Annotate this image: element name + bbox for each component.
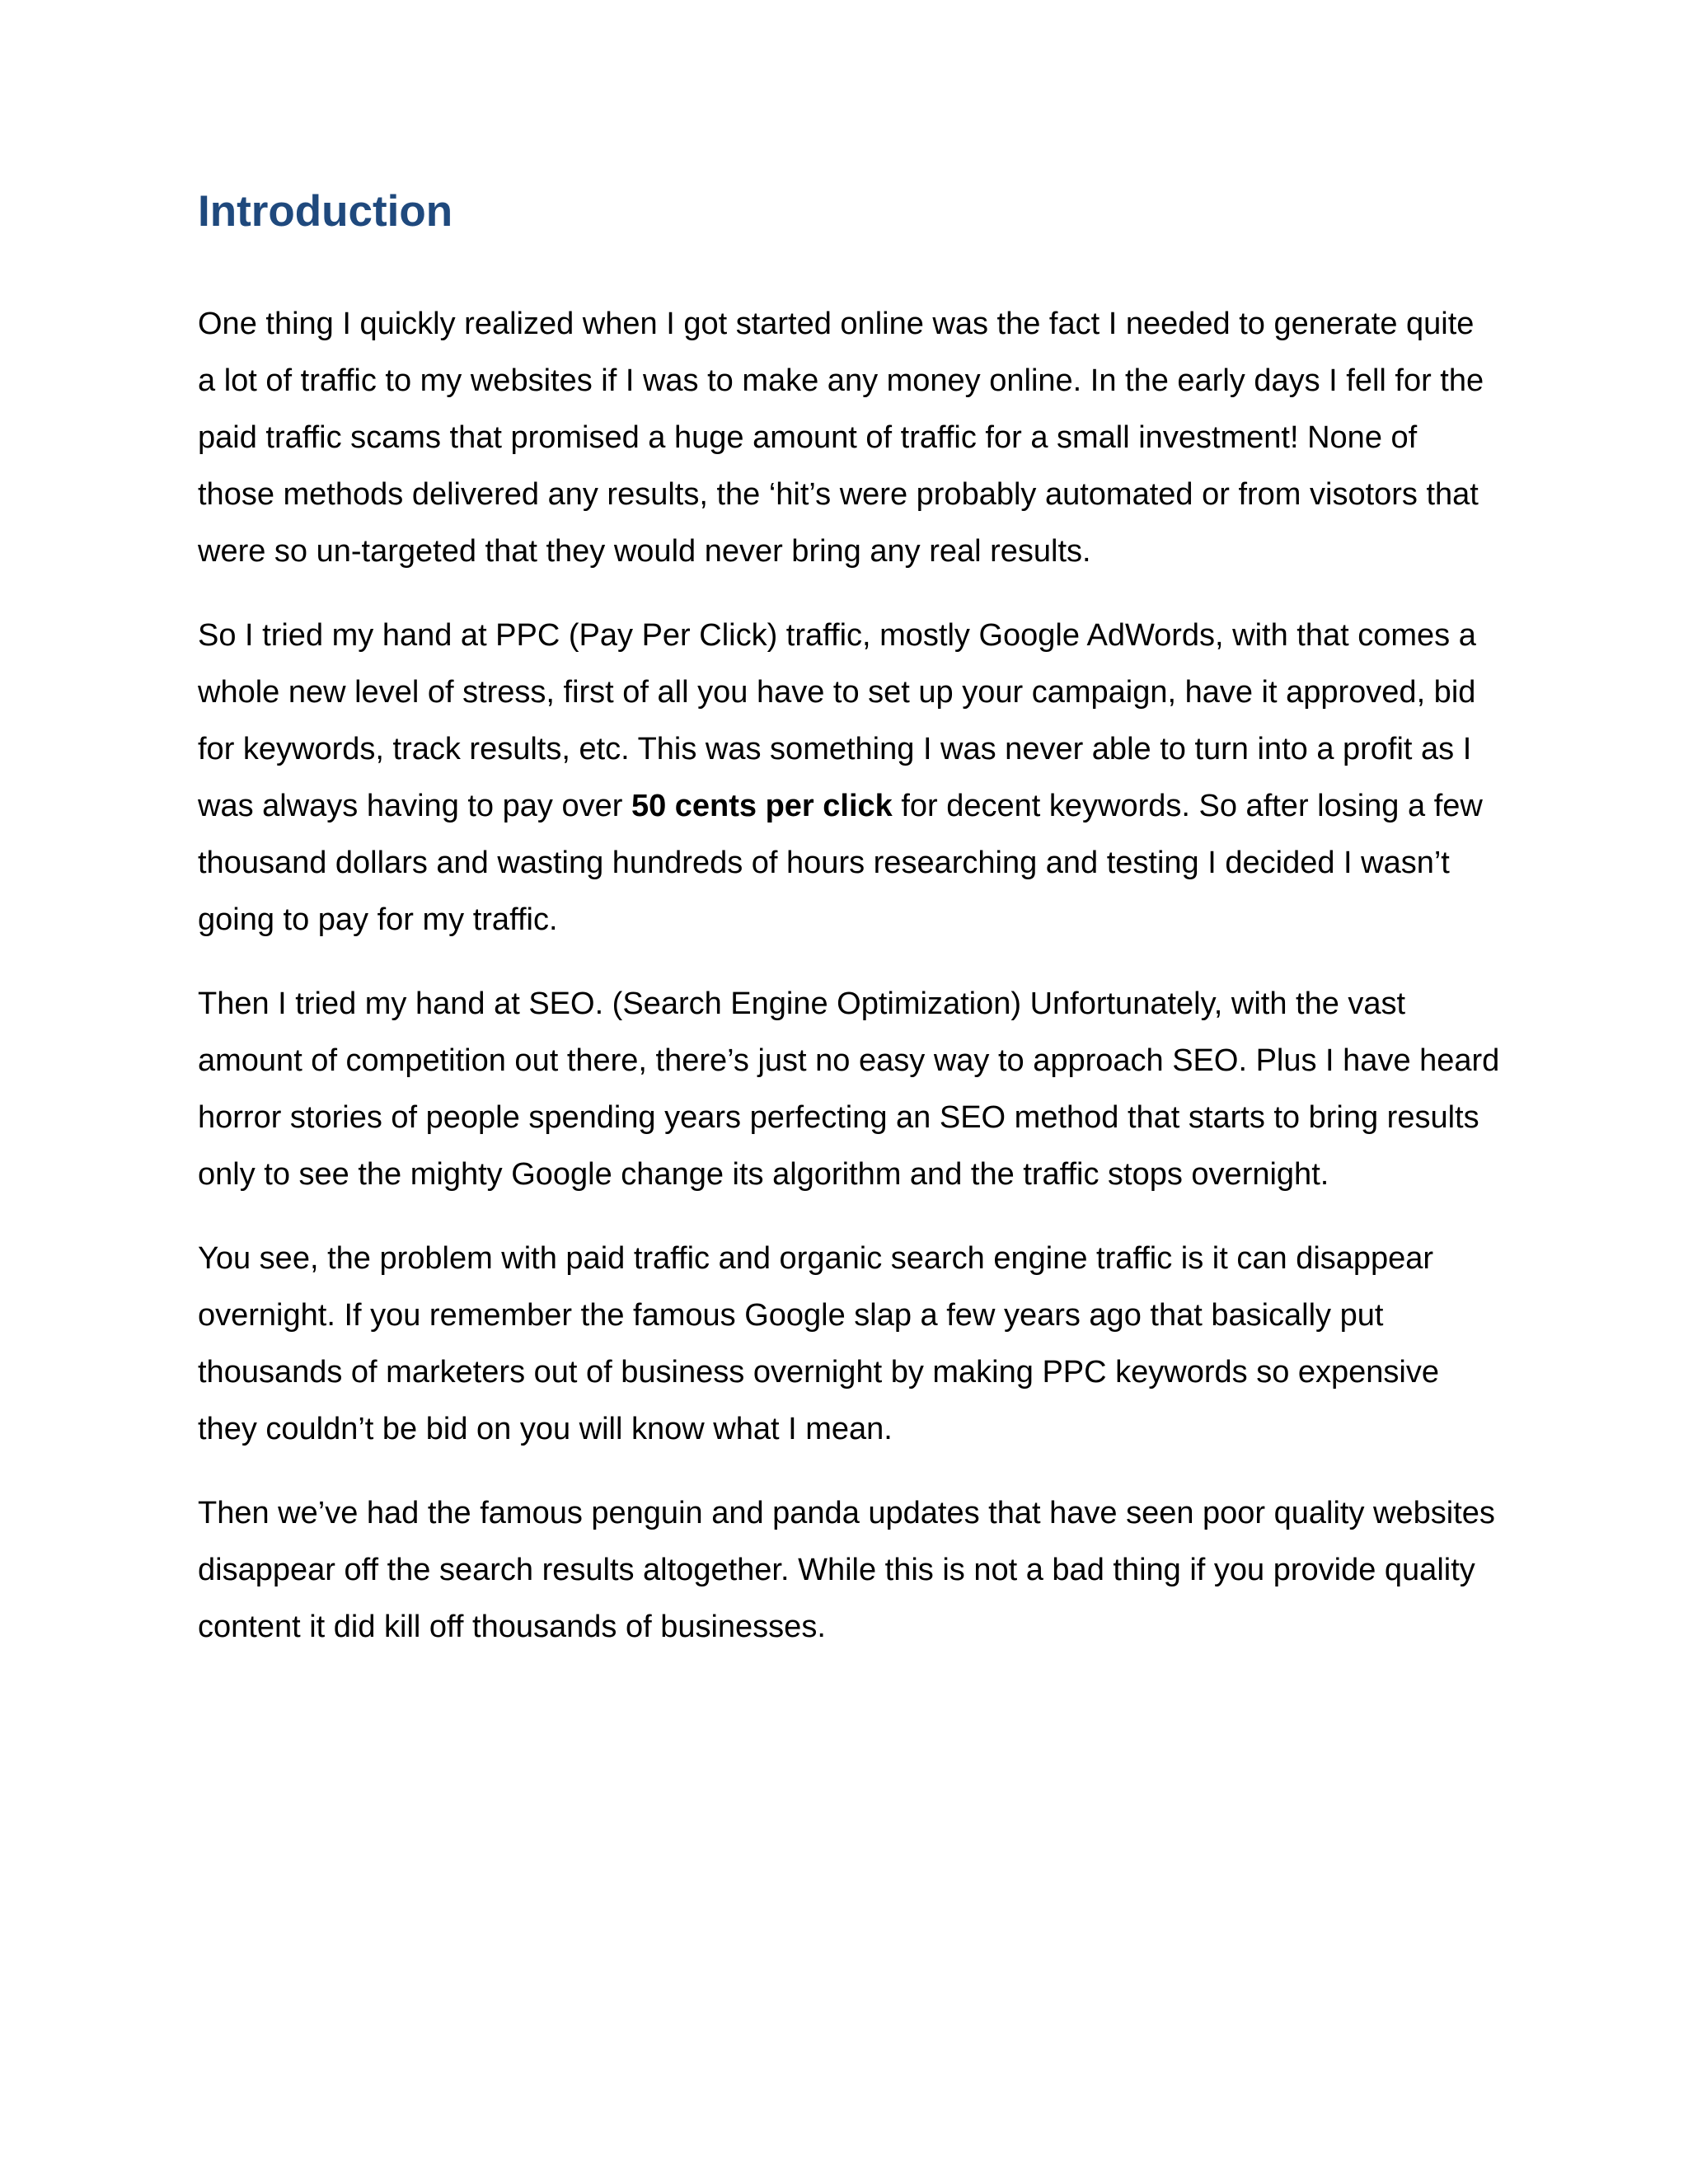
paragraph-4: You see, the problem with paid traffic and organic search engine traffic is it can disappear overnight. If you remember the famous Google slap a few years ago that basically put thousands of marketers out of business overnight by making PPC keywords so expensive they couldn’t be bid on you will know what I mean.	[198, 1240, 1439, 1446]
paragraph-3: Then I tried my hand at SEO. (Search Engine Optimization) Unfortunately, with the vast amount of competition out there, there’s just no easy way to approach SEO. Plus I have heard horror stories of people spending years perfecting an SEO method that starts to bring results only to see the mighty Google change its algorithm and the traffic stops overnight.	[198, 986, 1500, 1192]
page-title: Introduction	[198, 187, 453, 236]
paragraph-2	[198, 607, 1500, 949]
paragraph-1: One thing I quickly realized when I got started online was the fact I needed to generate quite a lot of traffic to my websites if I was to make any money online. In the early days I fell for the paid traffic scams that promised a huge amount of traffic for a small investment! None of those methods delivered any results, the ‘hit’s were probably automated or from visotors that were so un-targeted that they would never bring any real results.	[198, 306, 1484, 569]
paragraph-2-bold-text: 50 cents per click	[631, 788, 893, 823]
document-page	[198, 185, 1500, 1683]
paragraph-2-text-after: for decent keywords. So after losing a few thousand dollars and wasting hundreds of hours researching and testing I decided I wasn’t going to pay for my traffic.	[198, 788, 1483, 937]
paragraph-2-text-before: So I tried my hand at PPC (Pay Per Click) traffic, mostly Google AdWords, with that comes a whole new level of stress, first of all you have to set up your campaign, have it approved, bid for keywords, track results, etc. This was something I was never able to turn into a profit as I was always having to pay over	[198, 617, 1476, 823]
paragraph-5: Then we’ve had the famous penguin and panda updates that have seen poor quality websites disappear off the search results altogether. While this is not a bad thing if you provide quality content it did kill off thousands of businesses.	[198, 1495, 1495, 1644]
